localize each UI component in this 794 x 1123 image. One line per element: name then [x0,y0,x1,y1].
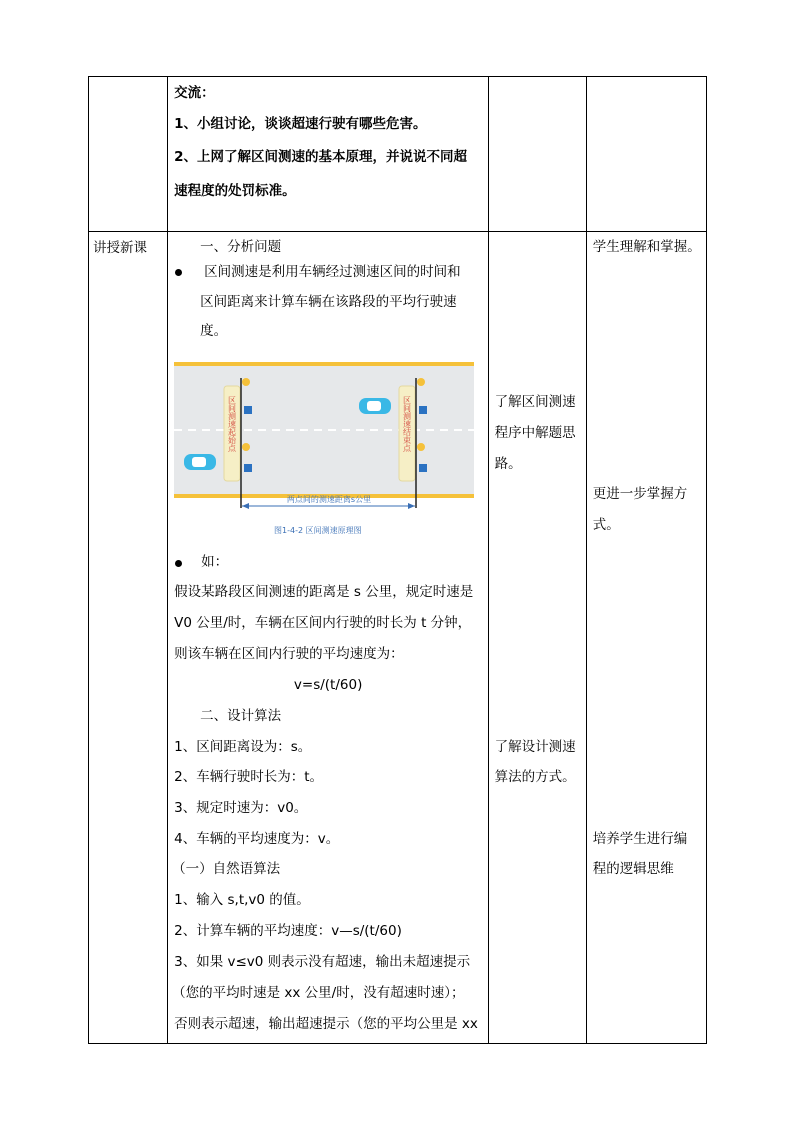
row1-col4-cell [586,77,706,232]
row1-col3-cell [488,77,586,232]
para-line-2: V0 公里/时，车辆在区间内行驶的时长为 t 分钟， [174,615,472,632]
col4-note2-line-2: 式。 [592,517,620,534]
col3-note1-line-3: 路。 [494,456,522,473]
col3-note1-line-2: 程序中解题思 [494,425,576,442]
heading-algorithm: 二、设计算法 [200,708,282,725]
col3-note1-line-1: 了解区间测速 [494,394,576,411]
natural-line-3: 3、如果 v≤v0 则表示没有超速，输出未超速提示 [174,954,471,971]
exchange-item-2: 2、上网了解区间测速的基本原理，并说说不同超 [174,149,468,165]
sub-heading-natural: （一）自然语算法 [172,861,281,878]
natural-line-1: 1、输入 s,t,v0 的值。 [174,892,310,909]
natural-line-2: 2、计算车辆的平均速度：v—s/(t/60) [174,923,402,940]
end-sign-text: 区间测速结束点 [402,396,412,453]
figure-caption: 图1-4-2 区间测速原理图 [274,526,362,536]
col3-note2-line-1: 了解设计测速 [494,739,576,756]
radar-icon [244,464,252,472]
row2-col3-cell [488,232,586,1044]
exchange-item-1: 1、小组讨论，谈谈超速行驶有哪些危害。 [174,116,427,132]
row1-content-cell [168,77,489,232]
col4-note3-line-1: 培养学生进行编 [592,831,688,848]
speed-zone-figure [174,356,474,541]
bullet-dot [175,560,182,567]
row1-label-cell [89,77,168,232]
para-line-3: 则该车辆在区间内行驶的平均速度为： [174,646,404,663]
para-line-1: 假设某路段区间测速的距离是 s 公里，规定时速是 [174,584,474,601]
road-edge-top [174,362,474,366]
bullet1-line-1: 区间测速是利用车辆经过测速区间的时间和 [204,264,461,281]
section-label: 讲授新课 [93,240,147,257]
camera-icon [242,443,250,451]
algo-line-4: 4、车辆的平均速度为：v。 [174,831,340,848]
exchange-item-3: 速程度的处罚标准。 [174,183,296,199]
col4-note3-line-2: 程的逻辑思维 [592,861,674,878]
algo-line-2: 2、车辆行驶时长为：t。 [174,769,324,786]
bullet2-text: 如： [201,554,229,571]
bullet1-line-3: 度。 [200,323,228,340]
row-exchange [89,77,707,232]
natural-line-4: （您的平均时速是 xx 公里/时，没有超速时速）； [172,985,465,1002]
col4-note1: 学生理解和掌握。 [592,239,701,256]
lesson-table [88,76,707,1044]
heading-analyze: 一、分析问题 [200,239,282,256]
camera-icon [242,378,250,386]
row2-col4-cell [586,232,706,1044]
start-sign-text: 区间测速起始点 [227,396,237,453]
distance-label: 两点间的测速距离s公里 [287,495,372,505]
bullet1-line-2: 区间距离来计算车辆在该路段的平均行驶速 [200,294,457,311]
col3-note2-line-2: 算法的方式。 [494,769,576,786]
exchange-title: 交流： [174,85,215,101]
bullet-dot [175,269,182,276]
radar-icon [419,464,427,472]
formula: v=s/(t/60) [293,677,363,694]
natural-line-5: 否则表示超速，输出超速提示（您的平均公里是 xx [174,1016,478,1033]
col4-note2-line-1: 更进一步掌握方 [592,486,688,503]
algo-line-3: 3、规定时速为：v0。 [174,800,308,817]
radar-icon [244,406,252,414]
row2-content-cell [168,232,489,1044]
row-new-lesson [89,232,707,1044]
radar-icon [419,406,427,414]
camera-icon [417,443,425,451]
row2-label-cell [89,232,168,1044]
algo-line-1: 1、区间距离设为：s。 [174,739,312,756]
camera-icon [417,378,425,386]
